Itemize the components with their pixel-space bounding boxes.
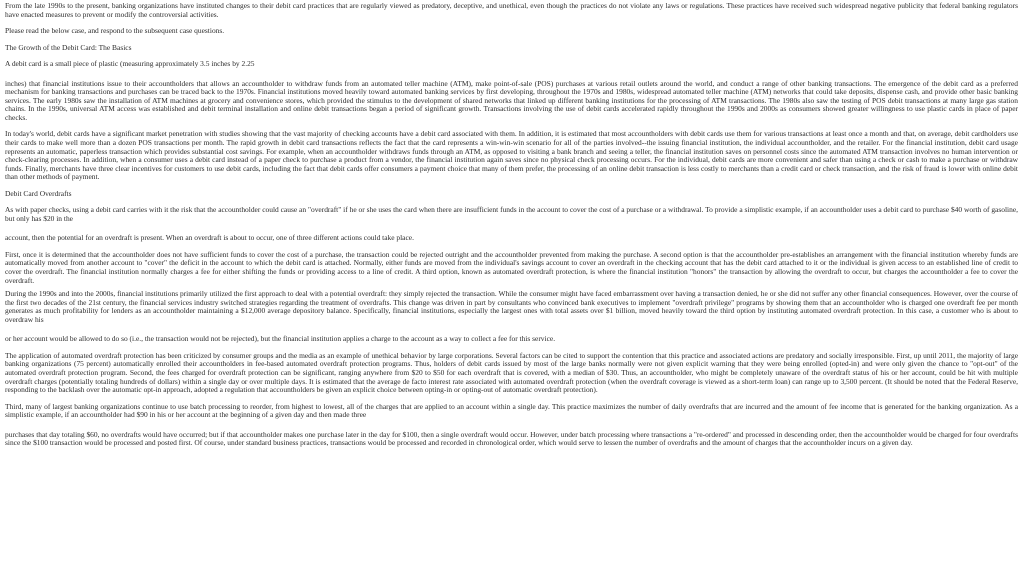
section-heading-growth: The Growth of the Debit Card: The Basics	[5, 42, 132, 52]
paragraph-overdraft-charge: or her account would be allowed to do so (i.e., the transaction would not be rejected), but the financial institution applies a charge to the account as a way to collect a fee for this service.	[5, 334, 556, 344]
paragraph-overdraft-risk: As with paper checks, using a debit card carries with it the risk that the accountholder could cause an "overdraft" if he or she uses the card when there are insufficient funds in the account to cover the cost of a purchase or a withdrawal. To provide a simplistic example, if an accountholder uses a debit card to purchase $40 worth of gasoline, but only has $20 in the	[5, 205, 1018, 223]
intro-paragraph: From the late 1990s to the present, banking organizations have instituted changes to their debit card practices that are regularly viewed as predatory, deceptive, and unethical, even though the practices do not violate any laws or regulations. These practices have received such widespread negative publicity that federal banking regulators have enacted measures to prevent or modify the controversial activities.	[5, 1, 1018, 19]
paragraph-overdraft-actions: account, then the potential for an overdraft is present. When an overdraft is about to occur, one of three different actions could take place.	[5, 233, 414, 243]
paragraph-batch-processing: Third, many of largest banking organizations continue to use batch processing to reorder, from highest to lowest, all of the charges that are applied to an account within a single day. This practice maximizes the number of daily overdrafts that are incurred and the amount of fee income that is generated for the banking organization. As a simplistic example, if an accountholder had $90 in his or her account at the beginning of a given day and then made three	[5, 401, 1018, 420]
paragraph-criticism: The application of automated overdraft protection has been criticized by consumer groups and the media as an example of unethical behavior by large corporations. Several factors can be cited to support the contention that this practice and associated actions are predatory and socially irresponsible. First, up until 2011, the majority of large banking organizations (75 percent) automatically enrolled their accountholders in fee-based automated overdraft protection programs. Thus, holders of debit cards issued by most of the large banks normally were not given explicit warning that they were being enrolled (opted-in) and were only given the chance to "opt-out" of the automated overdraft protection program. Second, the fees charged for overdraft protection can be significant, ranging anywhere from $20 to $50 for each overdraft that is covered, with a median of $30. Thus, an accountholder, who might be completely unaware of the overdraft status of his or her account, could be hit with multiple overdraft charges (potentially totaling hundreds of dollars) within a single day or over multiple days. It is estimated that the average de facto interest rate associated with automated overdraft protection (when the overdraft coverage is viewed as a short-term loan) can range up to 3,500 percent. (It should be noted that the Federal Reserve, responding to the backlash over the automatic opt-in approach, adopted a regulation that accountholders be given an explicit choice between opting-in or opting-out of automatic overdraft protection).	[5, 350, 1018, 395]
paragraph-debit-card-history: inches) that financial institutions issue to their accountholders that allows an accountholder to withdraw funds from an automated teller machine (ATM), make point-of-sale (POS) purchases at various retail outlets around the world, and conduct a range of other banking transactions. The emergence of the debit card as a preferred mechanism for banking transactions and purchases can be traced back to the 1970s. Financial institutions moved heavily toward automated banking services by first developing, throughout the 1970s and 1980s, widespread automated teller machine (ATM) networks that could take deposits, dispense cash, and provide other basic banking services. The early 1980s saw the installation of ATM machines at grocery and convenience stores, which provided the stimulus to the development of shared networks that linked up different banking institutions for the processing of ATM transactions. The 1980s also saw the testing of POS debit transactions at many large gas station chains. In the 1990s, universal ATM access was established and debit terminal installation and online debit transactions began a period of significant growth. Transactions involving the use of debit cards accelerated rapidly throughout the 1990s and 2000s as consumers showed greater willingness to use plastic cards in place of paper checks.	[5, 78, 1018, 122]
paragraph-overdraft-options: First, once it is determined that the accountholder does not have sufficient funds to cover the cost of a purchase, the transaction could be rejected outright and the accountholder prevented from making the purchase. A second option is that the accountholder pre-establishes an arrangement with the financial institution whereby funds are automatically moved from another account to "cover" the deficit in the account to which the debit card is attached. Normally, either funds are moved from the individual's savings account to cover an overdraft in the checking account that has the debit card attached to it or the individual is given access to an established line of credit to cover the overdraft. The financial institution normally charges a fee for either shifting the funds or providing access to a line of credit. A third option, known as automated overdraft protection, is where the financial institution "honors" the transaction by allowing the overdraft to occur, but charges the accountholder a fee to cover the overdraft.	[5, 249, 1018, 285]
paragraph-market-penetration: In today's world, debit cards have a significant market penetration with studies showing that the vast majority of checking accounts have a debit card associated with them. In addition, it is estimated that most accountholders with debit cards use them for various transactions at least once a month and that, on average, debit cardholders use their cards to make well more than a dozen POS transactions per month. The rapid growth in debit card transactions reflects the fact that the card represents a win-win-win scenario for all of the parties involved--the issuing financial institution, the individual accountholder, and the retailer. For the financial institution, debit card usage represents an automatic, paperless transaction which provides substantial cost savings. For example, when an accountholder withdraws funds through an ATM, as opposed to visiting a bank branch and seeing a teller, the financial institution saves on personnel costs since the automated ATM transaction involves no human intervention or check-clearing processes. In addition, when a consumer uses a debit card instead of a paper check to purchase a product from a vendor, the financial institution again saves since no physical check processing occurs. For the individual, debit cards are more convenient and safer than using a check or cash to make a purchase or withdraw funds. Finally, merchants have three clear incentives for customers to use debit cards, including the fact that debit cards offer consumers a payment choice that many of them prefer, the processing of an online debit transaction is less costly to merchants than a credit card or check transaction, and the risk of fraud is lower with online debit than other methods of payment.	[5, 129, 1018, 182]
paragraph-debit-card-definition: A debit card is a small piece of plastic (measuring approximately 3.5 inches by 2.25	[5, 59, 255, 69]
paragraph-industry-shift: During the 1990s and into the 2000s, financial institutions primarily utilized the first approach to deal with a potential overdraft: they simply rejected the transaction. While the consumer might have faced embarrassment over having a transaction denied, he or she did not suffer any other financial consequences. However, over the course of the first two decades of the 21st century, the financial services industry switched strategies regarding the treatment of overdrafts. This change was driven in part by consultants who convinced bank executives to implement "overdraft privilege" programs by showing them that an accountholder who is charged one overdraft fee per month generates as much profitability for lenders as an accountholder maintaining a $12,000 average depository balance. Specifically, financial institutions, especially the largest ones with total assets over $1 billion, moved heavily toward the third option by instituting automated overdraft protection. In this case, a customer who is about to overdraw his	[5, 289, 1018, 324]
instructions-paragraph: Please read the below case, and respond to the subsequent case questions.	[5, 26, 225, 36]
section-heading-overdrafts: Debit Card Overdrafts	[5, 188, 72, 198]
paragraph-batch-example: purchases that day totaling $60, no overdrafts would have occurred; but if that accountholder makes one purchase later in the day for $100, then a single overdraft would occur. However, under batch processing where transactions a "re-ordered" and processed in descending order, then the accountholder would be charged for four overdrafts since the $100 transaction would be processed and posted first. Of course, under standard business practices, transactions would be processed and recorded in chronological order, which would serve to lessen the number of overdrafts and the amount of charges that the accountholder incurs on a given day.	[5, 429, 1018, 448]
